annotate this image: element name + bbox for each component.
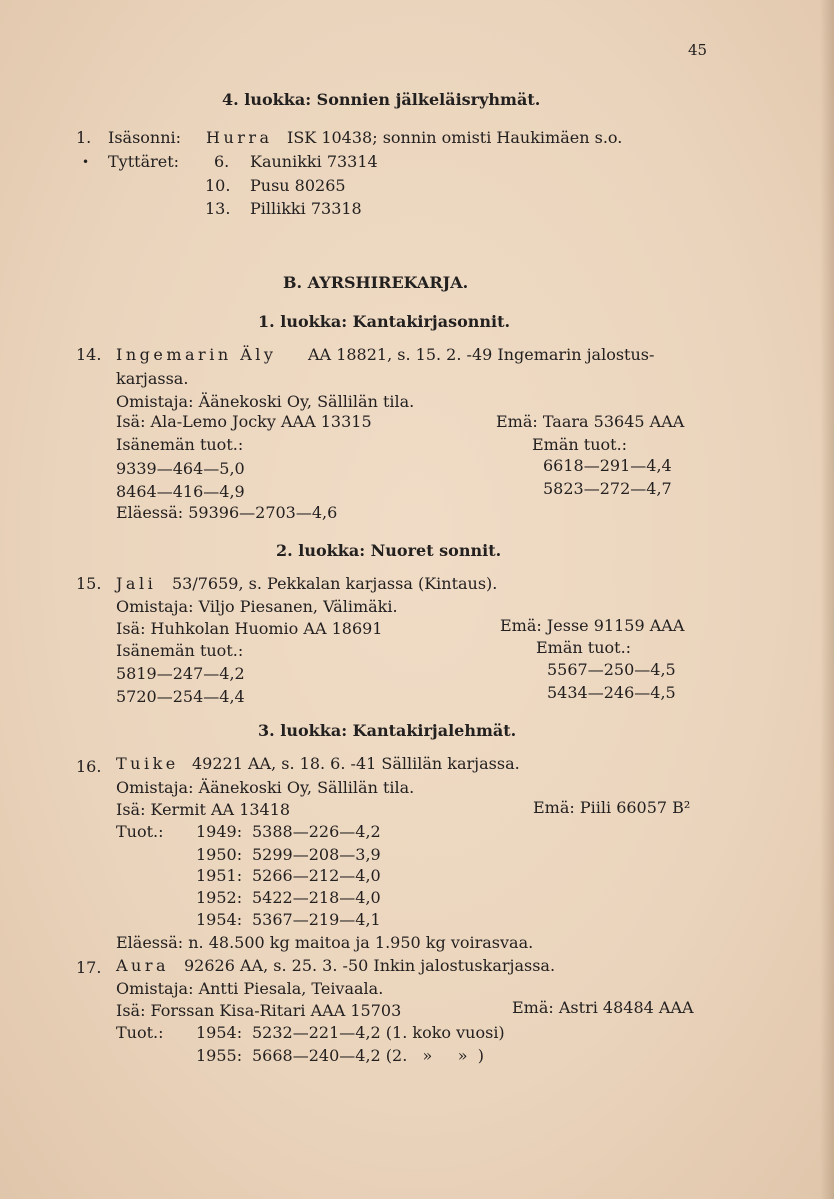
daughter-name: Pillikki 73318 bbox=[250, 199, 362, 218]
owner-line: Omistaja: Viljo Piesanen, Välimäki. bbox=[116, 597, 398, 616]
production-year: 1949: bbox=[196, 822, 243, 841]
entry-number: 14. bbox=[76, 345, 102, 364]
sire-dam-production-label: Isänemän tuot.: bbox=[116, 435, 244, 454]
daughter-number: 10. bbox=[205, 176, 231, 195]
sire-line: Isä: Ala-Lemo Jocky AAA 13315 bbox=[116, 412, 372, 431]
production-record: 5299—208—3,9 bbox=[252, 845, 381, 864]
entry-number: 1. bbox=[76, 128, 92, 147]
class3-heading: 3. luokka: Kantakirjalehmät. bbox=[258, 721, 517, 740]
production-year: 1954: bbox=[196, 1023, 243, 1042]
production-record: 6618—291—4,4 bbox=[543, 456, 672, 475]
sire-line: Isä: Huhkolan Huomio AA 18691 bbox=[116, 619, 383, 638]
production-record: 5668—240—4,2 (2. » » ) bbox=[252, 1046, 484, 1065]
dam-line: Emä: Jesse 91159 AAA bbox=[500, 616, 685, 635]
animal-name: Aura bbox=[116, 956, 170, 975]
daughter-number: 6. bbox=[214, 152, 230, 171]
animal-registry: 92626 AA, s. 25. 3. -50 Inkin jalostuskarjassa. bbox=[184, 956, 556, 975]
owner-line: Omistaja: Äänekoski Oy, Sällilän tila. bbox=[116, 392, 415, 411]
daughters-label: Tyttäret: bbox=[108, 152, 180, 171]
animal-registry-cont: karjassa. bbox=[116, 369, 189, 388]
sire-line: Isä: Kermit AA 13418 bbox=[116, 800, 291, 819]
entry-number: 17. bbox=[76, 958, 102, 977]
production-year: 1954: bbox=[196, 910, 243, 929]
production-record: 5266—212—4,0 bbox=[252, 866, 381, 885]
sire-line: Isä: Forssan Kisa-Ritari AAA 15703 bbox=[116, 1001, 402, 1020]
section-title-ayrshire: B. AYRSHIREKARJA. bbox=[283, 273, 469, 292]
page-number: 45 bbox=[688, 41, 708, 59]
owner-line: Omistaja: Äänekoski Oy, Sällilän tila. bbox=[116, 778, 415, 797]
production-record: 8464—416—4,9 bbox=[116, 482, 245, 501]
section-heading-class4: 4. luokka: Sonnien jälkeläisryhmät. bbox=[222, 90, 541, 109]
production-label: Tuot.: bbox=[116, 1023, 164, 1042]
production-year: 1951: bbox=[196, 866, 243, 885]
bullet-marker: • bbox=[82, 155, 90, 169]
sire-label: Isäsonni: bbox=[108, 128, 182, 147]
production-year: 1950: bbox=[196, 845, 243, 864]
production-record: 9339—464—5,0 bbox=[116, 459, 245, 478]
production-record: 5232—221—4,2 (1. koko vuosi) bbox=[252, 1023, 505, 1042]
daughter-name: Pusu 80265 bbox=[250, 176, 346, 195]
production-year: 1952: bbox=[196, 888, 243, 907]
animal-registry: AA 18821, s. 15. 2. -49 Ingemarin jalostus- bbox=[308, 345, 655, 364]
production-year: 1955: bbox=[196, 1046, 243, 1065]
sire-name: Hurra bbox=[206, 128, 273, 147]
lifetime-production: Eläessä: n. 48.500 kg maitoa ja 1.950 kg voirasvaa. bbox=[116, 933, 534, 952]
production-record: 5823—272—4,7 bbox=[543, 479, 672, 498]
sire-dam-production-label: Isänemän tuot.: bbox=[116, 641, 244, 660]
class2-heading: 2. luokka: Nuoret sonnit. bbox=[276, 541, 502, 560]
animal-name: Jali bbox=[116, 574, 157, 593]
animal-registry: 53/7659, s. Pekkalan karjassa (Kintaus). bbox=[172, 574, 498, 593]
production-record: 5819—247—4,2 bbox=[116, 664, 245, 683]
dam-production-label: Emän tuot.: bbox=[532, 435, 628, 454]
daughter-number: 13. bbox=[205, 199, 231, 218]
production-record: 5388—226—4,2 bbox=[252, 822, 381, 841]
production-record: 5567—250—4,5 bbox=[547, 660, 676, 679]
daughter-name: Kaunikki 73314 bbox=[250, 152, 378, 171]
production-label: Tuot.: bbox=[116, 822, 164, 841]
animal-name: Tuike bbox=[116, 754, 179, 773]
dam-line: Emä: Astri 48484 AAA bbox=[512, 998, 694, 1017]
dam-production-label: Emän tuot.: bbox=[536, 638, 632, 657]
page-edge-shadow bbox=[820, 0, 834, 1199]
dam-line: Emä: Taara 53645 AAA bbox=[496, 412, 685, 431]
class1-heading: 1. luokka: Kantakirjasonnit. bbox=[258, 312, 511, 331]
lifetime-production: Eläessä: 59396—2703—4,6 bbox=[116, 503, 338, 522]
animal-name: Ingemarin Äly bbox=[116, 345, 277, 364]
entry-number: 16. bbox=[76, 757, 102, 776]
dam-line: Emä: Piili 66057 B² bbox=[533, 798, 691, 817]
production-record: 5434—246—4,5 bbox=[547, 683, 676, 702]
entry-number: 15. bbox=[76, 574, 102, 593]
sire-details: ISK 10438; sonnin omisti Haukimäen s.o. bbox=[287, 128, 623, 147]
owner-line: Omistaja: Antti Piesala, Teivaala. bbox=[116, 979, 384, 998]
animal-registry: 49221 AA, s. 18. 6. -41 Sällilän karjassa. bbox=[192, 754, 520, 773]
production-record: 5367—219—4,1 bbox=[252, 910, 381, 929]
production-record: 5720—254—4,4 bbox=[116, 687, 245, 706]
production-record: 5422—218—4,0 bbox=[252, 888, 381, 907]
